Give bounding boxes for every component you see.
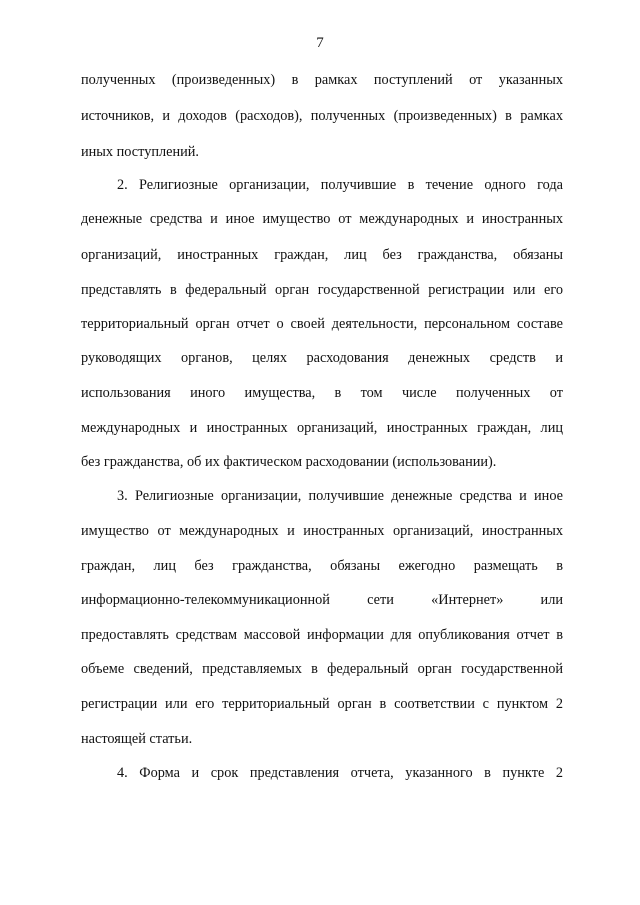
paragraph-2-line-3: организаций, иностранных граждан, лиц без гражданства, обязаны <box>81 247 563 263</box>
paragraph-3-line-8: настоящей статьи. <box>81 731 193 747</box>
paragraph-4-line-1: 4. Форма и срок представления отчета, указанного в пункте 2 <box>117 765 563 781</box>
paragraph-1-line-2: источников, и доходов (расходов), полученных (произведенных) в рамках <box>81 108 563 124</box>
paragraph-2-line-9: без гражданства, об их фактическом расходовании (использовании). <box>81 454 497 470</box>
paragraph-3-line-1: 3. Религиозные организации, получившие денежные средства и иное <box>117 488 563 504</box>
paragraph-3-line-3: граждан, лиц без гражданства, обязаны ежегодно размещать в <box>81 558 563 574</box>
paragraph-1-line-3: иных поступлений. <box>81 144 199 160</box>
paragraph-2-line-4: представлять в федеральный орган государственной регистрации или его <box>81 282 563 298</box>
paragraph-3-line-7: регистрации или его территориальный орган в соответствии с пунктом 2 <box>81 696 563 712</box>
page-number: 7 <box>316 35 324 51</box>
paragraph-2-line-5: территориальный орган отчет о своей деятельности, персональном составе <box>81 316 563 332</box>
paragraph-2-line-1: 2. Религиозные организации, получившие в течение одного года <box>117 177 563 193</box>
paragraph-2-line-2: денежные средства и иное имущество от международных и иностранных <box>81 211 563 227</box>
paragraph-2-line-7: использования иного имущества, в том числе полученных от <box>81 385 563 401</box>
paragraph-3-line-6: объеме сведений, представляемых в федеральный орган государственной <box>81 661 563 677</box>
paragraph-2-line-6: руководящих органов, целях расходования денежных средств и <box>81 350 563 366</box>
paragraph-3-line-5: предоставлять средствам массовой информации для опубликования отчет в <box>81 627 563 643</box>
paragraph-3-line-4: информационно-телекоммуникационной сети «Интернет» или <box>81 592 563 608</box>
paragraph-2-line-8: международных и иностранных организаций, иностранных граждан, лиц <box>81 420 563 436</box>
paragraph-3-line-2: имущество от международных и иностранных организаций, иностранных <box>81 523 563 539</box>
paragraph-1-line-1: полученных (произведенных) в рамках поступлений от указанных <box>81 72 563 88</box>
